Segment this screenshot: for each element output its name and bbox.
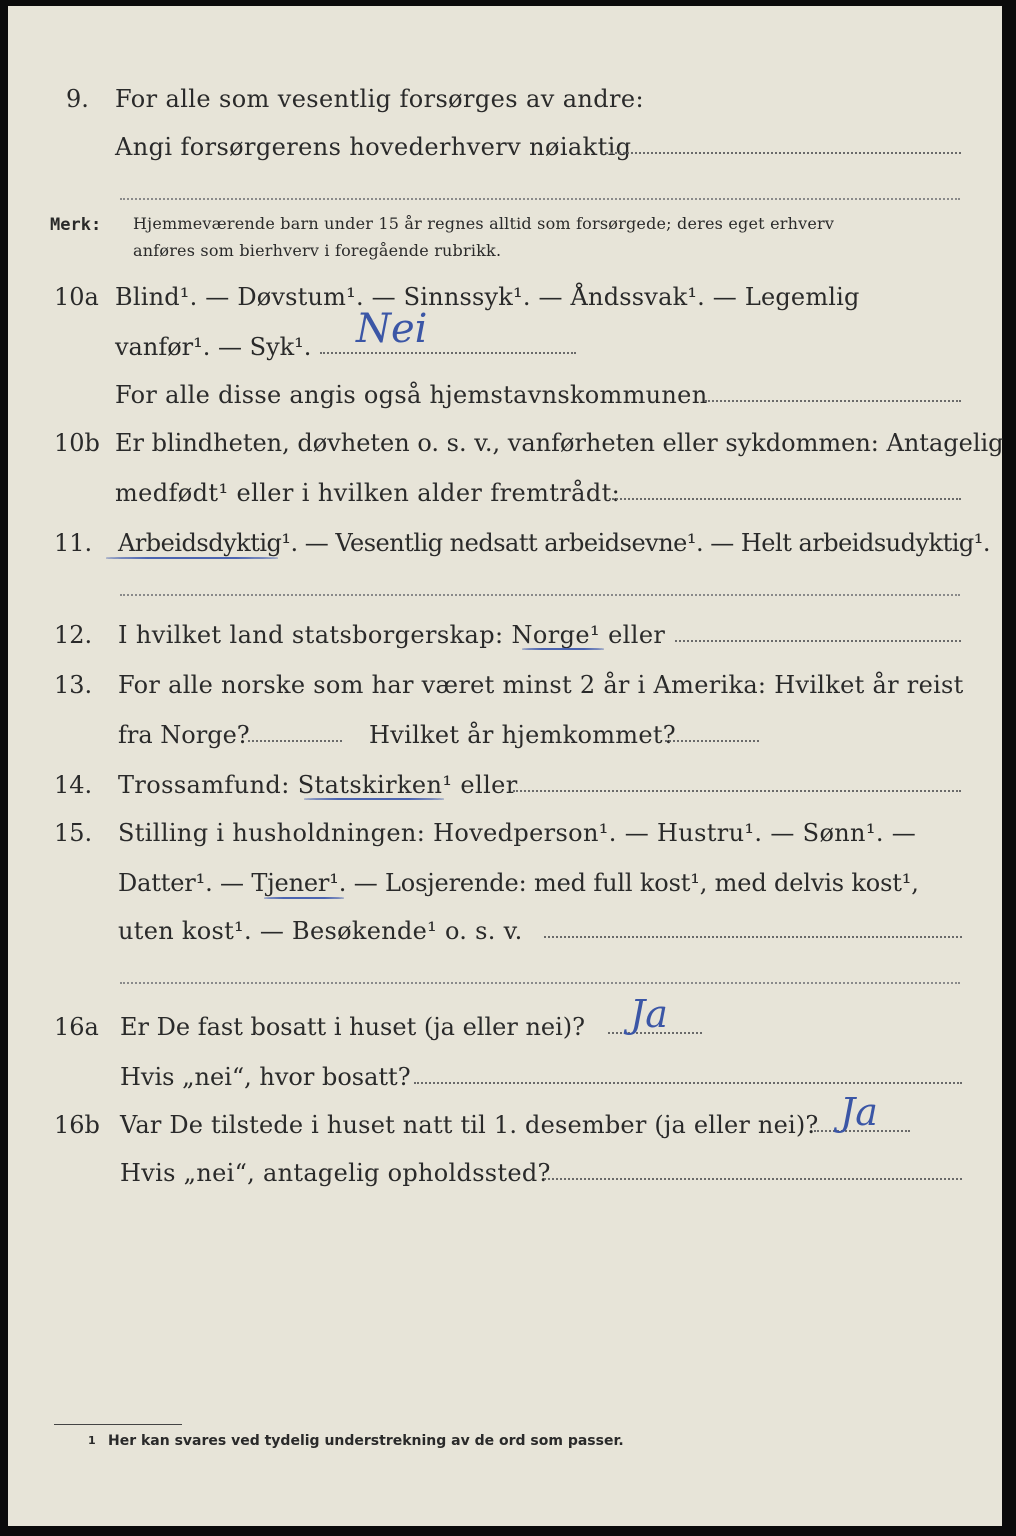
q16a-residence-field[interactable] [414, 1082, 962, 1084]
q16b-handwritten-answer: Ja [840, 1090, 878, 1134]
q12-number: 12. [54, 621, 93, 649]
q16a-handwritten-answer: Ja [630, 992, 668, 1036]
q13-line2b: Hvilket år hjemkommet? [369, 721, 676, 749]
q16b-location-field[interactable] [544, 1178, 962, 1180]
q9-line1: For alle som vesentlig forsørges av andre: [115, 85, 645, 113]
q11-line1: Arbeidsdyktig¹. — Vesentlig nedsatt arbeidsevne¹. — Helt arbeidsudyktig¹. [118, 529, 991, 557]
q16b-line1: Var De tilstede i huset natt til 1. desember (ja eller nei)? [120, 1111, 819, 1139]
q11-extra-line [120, 594, 960, 596]
q10b-answer-field[interactable] [609, 498, 961, 500]
q10a-number: 10a [54, 283, 99, 311]
q14-answer-field[interactable] [513, 790, 961, 792]
q9-line2: Angi forsørgerens hovederhverv nøiaktig [115, 133, 632, 161]
q12-line1: I hvilket land statsborgerskap: Norge¹ eller [118, 621, 666, 649]
q11-underline-mark [106, 557, 278, 559]
q15-answer-field[interactable] [544, 936, 962, 938]
q10b-line2: medfødt¹ eller i hvilken alder fremtrådt: [115, 479, 621, 507]
q10a-line3: For alle disse angis også hjemstavnskommunen [115, 381, 708, 409]
q10a-handwritten-answer: Nei [356, 306, 428, 352]
footnote-rule [54, 1424, 182, 1425]
q10b-line1: Er blindheten, døvheten o. s. v., vanførheten eller sykdommen: Antagelig [115, 429, 1004, 457]
footnote-mark: 1 [88, 1434, 96, 1447]
q9-answer-field[interactable] [606, 152, 961, 154]
q15-underline-mark [264, 897, 344, 899]
q12-answer-field[interactable] [675, 640, 961, 642]
q13-line1: For alle norske som har været minst 2 år i Amerika: Hvilket år reist [118, 671, 964, 699]
census-form-page [8, 6, 1002, 1526]
q10b-number: 10b [54, 429, 100, 457]
q16a-line2: Hvis „nei“, hvor bosatt? [120, 1063, 411, 1091]
q10a-line1: Blind¹. — Døvstum¹. — Sinnssyk¹. — Åndssvak¹. — Legemlig [115, 283, 860, 311]
q13-number: 13. [54, 671, 93, 699]
q13-return-field[interactable] [665, 740, 759, 742]
q15-line2: Datter¹. — Tjener¹. — Losjerende: med full kost¹, med delvis kost¹, [118, 869, 919, 897]
q16b-number: 16b [54, 1111, 100, 1139]
merk-line1: Hjemmeværende barn under 15 år regnes alltid som forsørgede; deres eget erhverv [133, 214, 835, 233]
q9-extra-line [120, 198, 960, 200]
q16b-line2: Hvis „nei“, antagelig opholdssted? [120, 1159, 551, 1187]
q10a-answer-field[interactable] [320, 352, 576, 354]
q15-line3: uten kost¹. — Besøkende¹ o. s. v. [118, 917, 523, 945]
q10a-line2: vanfør¹. — Syk¹. [115, 333, 312, 361]
q15-extra-line [120, 982, 960, 984]
q14-line1: Trossamfund: Statskirken¹ eller [118, 771, 518, 799]
q11-number: 11. [54, 529, 93, 557]
merk-line2: anføres som bierhverv i foregående rubrikk. [133, 241, 502, 260]
q15-number: 15. [54, 819, 93, 847]
q16a-number: 16a [54, 1013, 99, 1041]
footnote-text: Her kan svares ved tydelig understrekning av de ord som passer. [108, 1433, 624, 1449]
q14-number: 14. [54, 771, 93, 799]
q12-underline-mark [522, 648, 604, 650]
q13-departure-field[interactable] [248, 740, 342, 742]
q15-line1: Stilling i husholdningen: Hovedperson¹. — Hustru¹. — Sønn¹. — [118, 819, 917, 847]
q10a-municipality-field[interactable] [705, 400, 961, 402]
q16a-line1: Er De fast bosatt i huset (ja eller nei)? [120, 1013, 586, 1041]
q9-number: 9. [66, 85, 89, 113]
merk-label: Merk: [50, 215, 102, 235]
q14-underline-mark [304, 798, 444, 800]
q13-line2a: fra Norge? [118, 721, 250, 749]
